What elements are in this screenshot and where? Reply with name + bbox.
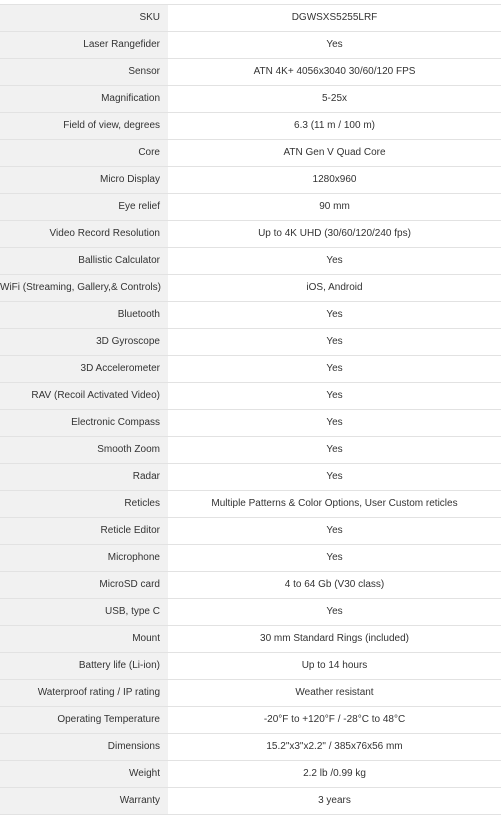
spec-label: Micro Display [0,167,168,193]
spec-value: Weather resistant [295,687,374,698]
spec-value: Yes [326,552,343,563]
spec-value: Yes [326,606,343,617]
spec-label: Laser Rangefider [0,32,168,58]
spec-row [0,545,501,572]
spec-label: Core [0,140,168,166]
spec-row [0,626,501,653]
spec-value: Yes [326,444,343,455]
spec-value: Yes [326,309,343,320]
spec-row [0,59,501,86]
spec-label: Video Record Resolution [0,221,168,247]
spec-value: 1280x960 [312,174,357,185]
spec-label: Waterproof rating / IP rating [0,680,168,706]
spec-value: 15.2"x3"x2.2" / 385x76x56 mm [266,741,403,752]
spec-value: Yes [326,336,343,347]
spec-label: Reticles [0,491,168,517]
spec-row [0,32,501,59]
spec-label: Electronic Compass [0,410,168,436]
spec-value: 3 years [318,795,351,806]
spec-value: Multiple Patterns & Color Options, User Custom reticles [211,498,458,509]
spec-row [0,5,501,32]
spec-label: Ballistic Calculator [0,248,168,274]
spec-value: Yes [326,525,343,536]
spec-label: 3D Accelerometer [0,356,168,382]
spec-row [0,356,501,383]
spec-row [0,572,501,599]
spec-row [0,761,501,788]
spec-value: 2.2 lb /0.99 kg [303,768,366,779]
spec-value: Up to 14 hours [301,660,368,671]
spec-value: Yes [326,390,343,401]
spec-value: -20°F to +120°F / -28°C to 48°C [263,714,406,725]
spec-label: Magnification [0,86,168,112]
spec-row [0,518,501,545]
spec-value: ATN 4K+ 4056x3040 30/60/120 FPS [253,66,416,77]
spec-row [0,707,501,734]
spec-value: ATN Gen V Quad Core [283,147,386,158]
spec-value: DGWSXS5255LRF [291,12,378,23]
spec-row [0,653,501,680]
spec-value: Yes [326,39,343,50]
specifications-table [0,4,501,815]
spec-row [0,491,501,518]
spec-row [0,410,501,437]
spec-value: 4 to 64 Gb (V30 class) [284,579,385,590]
spec-row [0,734,501,761]
spec-row [0,599,501,626]
spec-row [0,680,501,707]
spec-value: Yes [326,417,343,428]
spec-label: Dimensions [0,734,168,760]
spec-label: WiFi (Streaming, Gallery,& Controls) [0,275,168,301]
spec-label: Mount [0,626,168,652]
spec-value: 30 mm Standard Rings (included) [260,633,409,644]
spec-label: RAV (Recoil Activated Video) [0,383,168,409]
spec-label: Weight [0,761,168,787]
spec-row [0,221,501,248]
spec-row [0,302,501,329]
spec-row [0,113,501,140]
spec-row [0,275,501,302]
spec-label: USB, type C [0,599,168,625]
spec-label: SKU [0,5,168,31]
spec-label: Radar [0,464,168,490]
spec-value: 6.3 (11 m / 100 m) [294,120,375,131]
spec-row [0,788,501,815]
spec-row [0,437,501,464]
spec-label: 3D Gyroscope [0,329,168,355]
spec-label: Battery life (Li-ion) [0,653,168,679]
spec-row [0,194,501,221]
spec-row [0,167,501,194]
spec-label: Microphone [0,545,168,571]
spec-label: Sensor [0,59,168,85]
spec-row [0,329,501,356]
spec-row [0,383,501,410]
spec-label: MicroSD card [0,572,168,598]
spec-value: Yes [326,363,343,374]
spec-value: Up to 4K UHD (30/60/120/240 fps) [258,228,411,239]
spec-label: Reticle Editor [0,518,168,544]
spec-value: Yes [326,255,343,266]
spec-label: Smooth Zoom [0,437,168,463]
spec-row [0,140,501,167]
spec-label: Field of view, degrees [0,113,168,139]
spec-row [0,86,501,113]
spec-label: Operating Temperature [0,707,168,733]
spec-value: iOS, Android [306,282,363,293]
spec-label: Bluetooth [0,302,168,328]
spec-row [0,248,501,275]
spec-label: Warranty [0,788,168,814]
spec-value: 90 mm [319,201,350,212]
spec-value: Yes [326,471,343,482]
spec-label: Eye relief [0,194,168,220]
spec-value: 5-25x [321,93,347,104]
spec-row [0,464,501,491]
